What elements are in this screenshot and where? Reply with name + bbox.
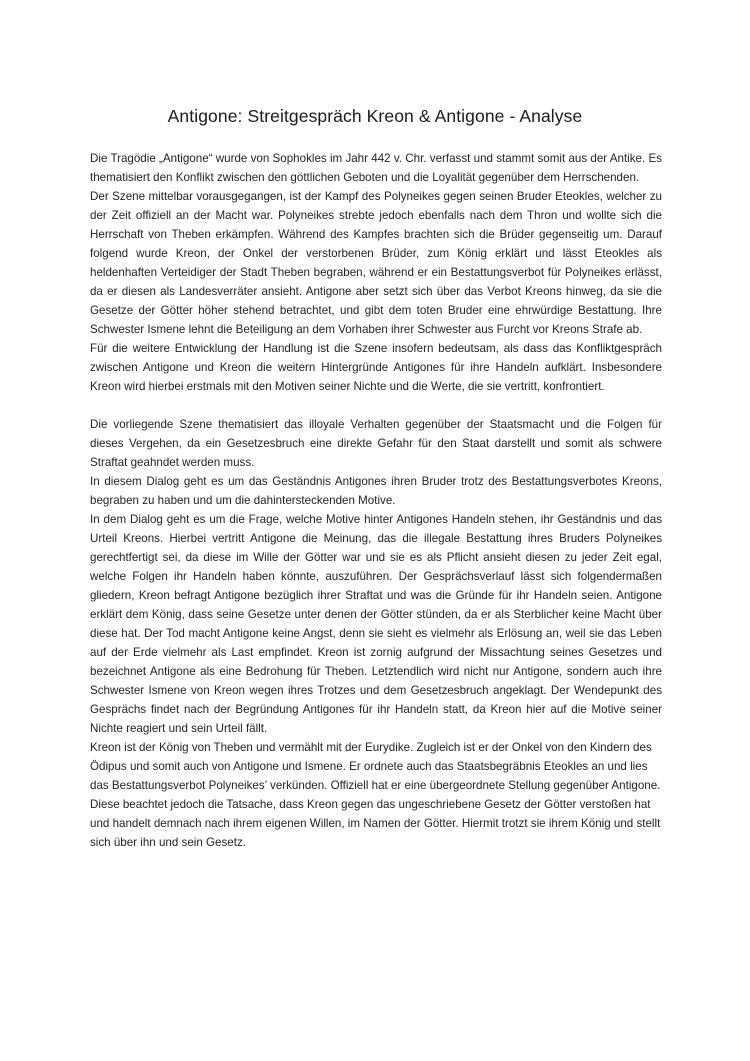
paragraph-background: Der Szene mittelbar vorausgegangen, ist der Kampf des Polyneikes gegen seinen Bruder Eteokles, welcher zu der Zeit offiziell an der Macht war. Polyneikes strebte jedoch ebenfalls nach dem Thron und wollte sich die Herrschaft von Theben erkämpfen. Während des Kampfes brachten sich die Brüder gegenseitig um. Darauf folgend wurde Kreon, der Onkel der verstorbenen Brüder, zum König erklärt und lässt Eteokles als heldenhaften Verteidiger der Stadt Theben begraben, während er ein Bestattungsverbot für Polyneikes erlässt, da er diesen als Landesverräter ansieht. Antigone aber setzt sich über das Verbot Kreons hinweg, da sie die Gesetze der Götter höher stehend betrachtet, und gibt dem toten Bruder eine ehrwürdige Bestattung. Ihre Schwester Ismene lehnt die Beteiligung an dem Vorhaben ihrer Schwester aus Furcht vor Kreons Strafe ab. — [90, 190, 662, 336]
paragraph-dialog-analysis: In dem Dialog geht es um die Frage, welche Motive hinter Antigones Handeln stehen, ihr Geständnis und das Urteil Kreons. Hierbei vertritt Antigone die Meinung, das die illegale Bestattung ihres Bruders Polyneikes gerechtfertigt sei, da diese im Wille der Götter war und sie es als Pflicht ansieht diesen zu jeder Zeit egal, welche Folgen ihr Handeln haben könnte, auszuführen. Der Gesprächsverlauf lässt sich folgendermaßen gliedern, Kreon befragt Antigone bezüglich ihrer Straftat und was die Gründe für ihr Handeln seien. Antigone erklärt dem König, dass seine Gesetze unter denen der Götter stünden, da er als Sterblicher keine Macht über diese hat. Der Tod macht Antigone keine Angst, denn sie sieht es vielmehr als Erlösung an, weil sie das Leben auf der Erde vielmehr als Last empfindet. Kreon ist zornig aufgrund der Missachtung seines Gesetzes und bezeichnet Antigone als eine Bedrohung für Theben. Letztendlich wird nicht nur Antigone, sondern auch ihre Schwester Ismene von Kreon wegen ihres Trotzes und dem Gesetzesbruch angeklagt. Der Wendepunkt des Gesprächs findet nach der Begründung Antigones für ihr Handeln statt, da Kreon hier auf die Motive seiner Nichte reagiert und sein Urteil fällt. — [90, 513, 662, 735]
document-body — [90, 149, 662, 852]
paragraph-spacer — [90, 396, 662, 415]
paragraph-intro: Die Tragödie „Antigone“ wurde von Sophokles im Jahr 442 v. Chr. verfasst und stammt somit aus der Antike. Es thematisiert den Konflikt zwischen den göttlichen Geboten und die Loyalität gegenüber dem Herrschenden. — [90, 152, 662, 184]
document-title: Antigone: Streitgespräch Kreon & Antigone - Analyse — [167, 106, 583, 126]
paragraph-kreon: Kreon ist der König von Theben und vermählt mit der Eurydike. Zugleich ist er der Onkel von den Kindern des Ödipus und somit auch von Antigone und Ismene. Er ordnete auch das Staatsbegräbnis Eteokles an und lies das Bestattungsverbot Polyneikes’ verkünden. Offiziell hat er eine übergeordnete Stellung gegenüber Antigone. Diese beachtet jedoch die Tatsache, dass Kreon gegen das ungeschriebene Gesetz der Götter verstoßen hat und handelt demnach nach ihrem eigenen Willen, im Namen der Götter. Hiermit trotzt sie ihrem König und stellt sich über ihn und sein Gesetz. — [90, 741, 661, 849]
paragraph-significance: Für die weitere Entwicklung der Handlung ist die Szene insofern bedeutsam, als dass das Konfliktgespräch zwischen Antigone und Kreon die weitern Hintergründe Antigones für ihre Handeln aufklärt. Insbesondere Kreon wird hierbei erstmals mit den Motiven seiner Nichte und die Werte, die sie vertritt, konfrontiert. — [90, 342, 662, 393]
paragraph-theme: Die vorliegende Szene thematisiert das illoyale Verhalten gegenüber der Staatsmacht und die Folgen für dieses Vergehen, da ein Gesetzesbruch eine direkte Gefahr für den Staat darstellt und somit als schwere Straftat geahndet werden muss. — [90, 418, 662, 469]
paragraph-dialog-topic: In diesem Dialog geht es um das Geständnis Antigones ihren Bruder trotz des Bestattungsverbotes Kreons, begraben zu haben und um die dahintersteckenden Motive. — [90, 475, 662, 507]
